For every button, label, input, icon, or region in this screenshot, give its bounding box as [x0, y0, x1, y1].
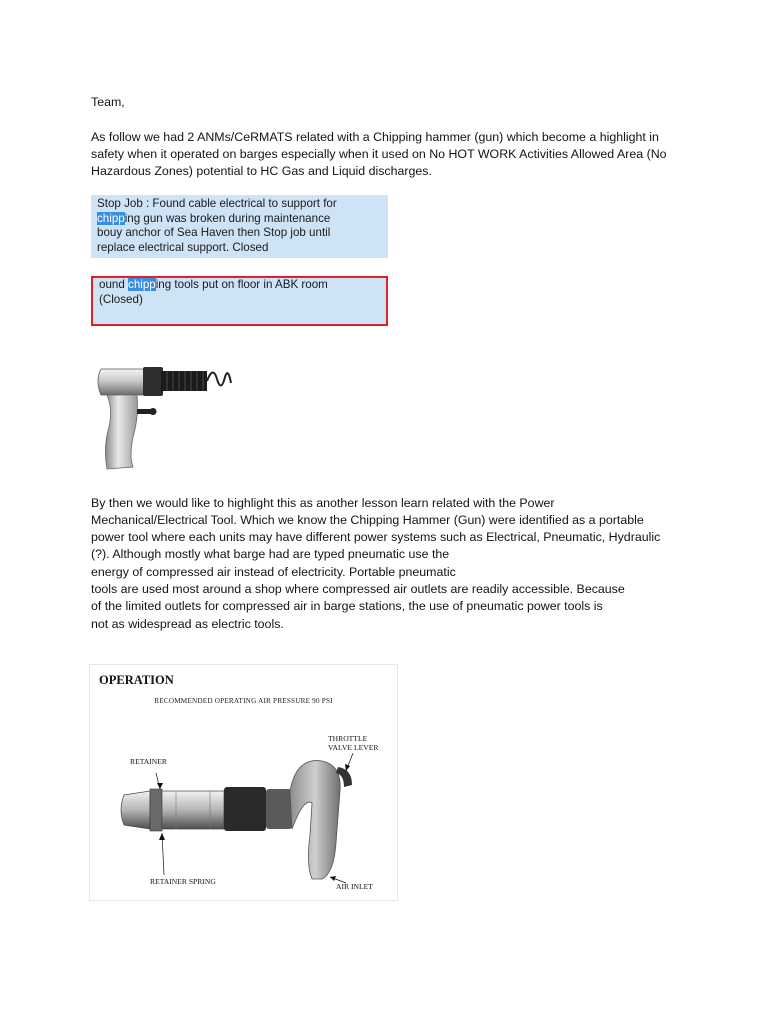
- observation-2-line-2: (Closed): [99, 292, 143, 306]
- body-line-4: (?). Although mostly what barge had are typed pneumatic use the: [91, 547, 450, 561]
- highlighted-word: chipp: [97, 211, 125, 225]
- observation-box-1: [91, 195, 388, 258]
- label-retainer-spring: RETAINER SPRING: [150, 877, 216, 886]
- observation-box-2: [91, 276, 388, 326]
- label-throttle-1: THROTTLE: [328, 734, 368, 743]
- highlighted-word: chipp: [128, 278, 156, 291]
- greeting: Team,: [91, 95, 125, 109]
- body-line-2: Mechanical/Electrical Tool. Which we know the Chipping Hammer (Gun) were identified as a portable: [91, 513, 644, 527]
- operation-subtitle: RECOMMENDED OPERATING AIR PRESSURE 90 PSI: [154, 697, 333, 705]
- observation-2-line-1: [99, 278, 380, 293]
- operation-figure: [90, 665, 397, 900]
- observation-1-line-4: replace electrical support. Closed: [97, 240, 269, 254]
- chipping-hammer-icon: [90, 665, 397, 900]
- observation-1-line-3: bouy anchor of Sea Haven then Stop job until: [97, 226, 331, 240]
- operation-title: OPERATION: [99, 673, 174, 687]
- label-air-inlet: AIR INLET: [336, 882, 373, 891]
- observation-1-line-2: [97, 212, 382, 227]
- body-line-1: By then we would like to highlight this as another lesson learn related with the Power: [91, 496, 555, 510]
- body-line-5: energy of compressed air instead of electricity. Portable pneumatic: [91, 565, 456, 579]
- intro-line-2: safety when it operated on barges especially when it used on No HOT WORK Activities Allowed Area (No: [91, 147, 667, 161]
- observation-2-rest: ing tools put on floor in ABK room: [155, 278, 328, 291]
- observation-1-line-2-rest: ing gun was broken during maintenance: [124, 211, 331, 225]
- chipping-gun-icon: [93, 357, 243, 475]
- body-line-6: tools are used most around a shop where compressed air outlets are readily accessible. Because: [91, 582, 625, 596]
- body-line-7: of the limited outlets for compressed air in barge stations, the use of pneumatic power tools is: [91, 599, 603, 613]
- observation-2-prefix: ound: [99, 278, 129, 291]
- observation-1-line-1: Stop Job : Found cable electrical to support for: [97, 197, 337, 210]
- chipping-gun-image: [93, 357, 243, 475]
- body-line-8: not as widespread as electric tools.: [91, 617, 284, 631]
- intro-line-3: Hazardous Zones) potential to HC Gas and Liquid discharges.: [91, 164, 432, 178]
- label-retainer: RETAINER: [130, 757, 167, 766]
- intro-line-1: As follow we had 2 ANMs/CeRMATS related with a Chipping hammer (gun) which become a highlight in: [91, 130, 659, 144]
- label-throttle-2: VALVE LEVER: [328, 743, 379, 752]
- body-line-3: power tool where each units may have different power systems such as Electrical, Pneumatic, Hydraulic: [91, 530, 661, 544]
